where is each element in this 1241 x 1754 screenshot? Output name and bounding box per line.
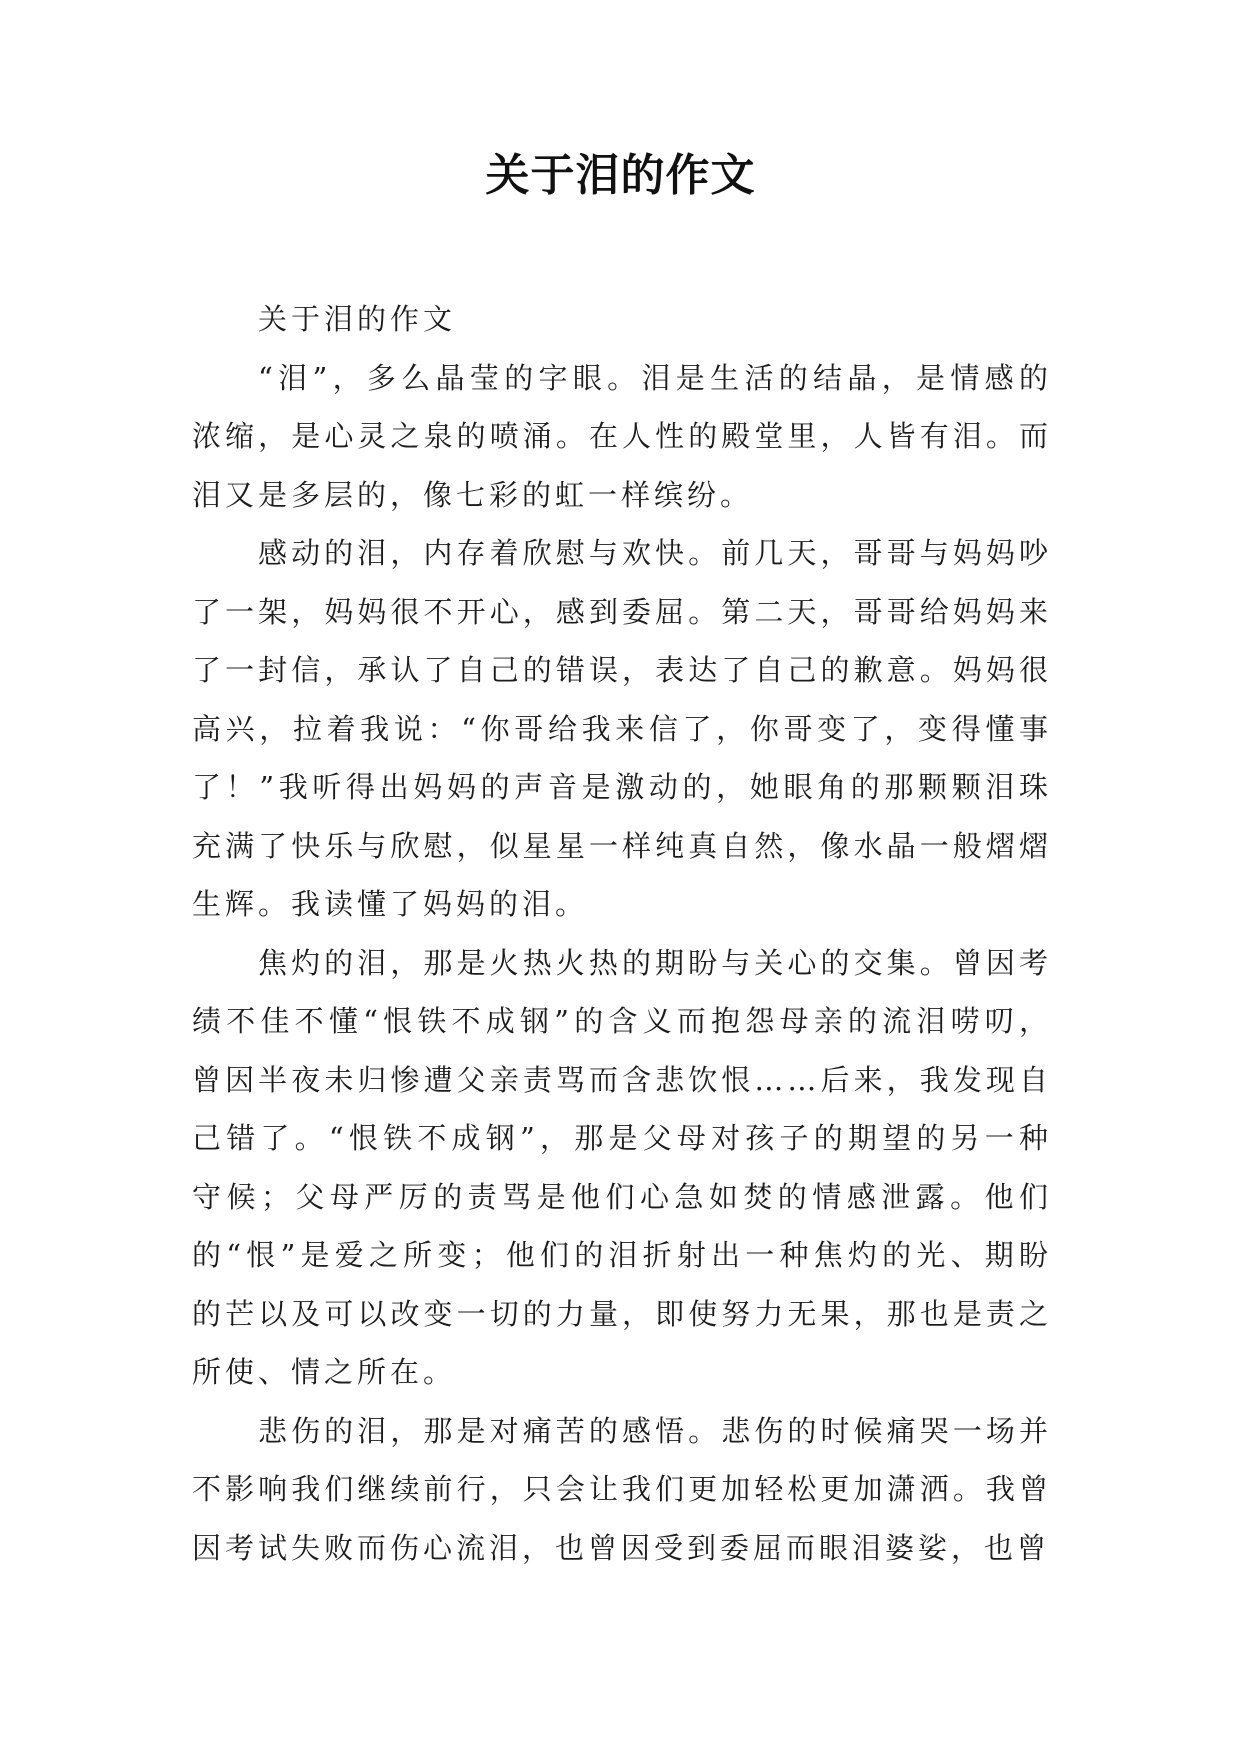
paragraph-sad-tears: 悲伤的泪，那是对痛苦的感悟。悲伤的时候痛哭一场并不影响我们继续前行，只会让我们更加轻松更加潇洒。我曾因考试失败而伤心流泪，也曾因受到委屈而眼泪婆娑，也曾 — [192, 1413, 1052, 1565]
paragraph-intro: “泪”，多么晶莹的字眼。泪是生活的结晶，是情感的浓缩，是心灵之泉的喷涌。在人性的殿堂里，人皆有泪。而泪又是多层的，像七彩的虹一样缤纷。 — [192, 360, 1052, 512]
document-title: 关于泪的作文 — [485, 150, 756, 201]
paragraph-anxious-tears: 焦灼的泪，那是火热火热的期盼与关心的交集。曾因考绩不佳不懂“恨铁不成钢”的含义而抱怨母亲的流泪唠叨，曾因半夜未归惨遭父亲责骂而含悲饮恨……后来，我发现自己错了。“恨铁不成钢”，那是父母对孩子的期望的另一种守候；父母严厉的责骂是他们心急如焚的情感泄露。他们的“恨”是爱之所变；他们的泪折射出一种焦灼的光、期盼的芒以及可以改变一切的力量，即使努力无果，那也是责之所使、情之所在。 — [192, 945, 1052, 1389]
paragraph-touching-tears: 感动的泪，内存着欣慰与欢快。前几天，哥哥与妈妈吵了一架，妈妈很不开心，感到委屈。第二天，哥哥给妈妈来了一封信，承认了自己的错误，表达了自己的歉意。妈妈很高兴，拉着我说：“你哥给我来信了，你哥变了，变得懂事了！”我听得出妈妈的声音是激动的，她眼角的那颗颗泪珠充满了快乐与欣慰，似星星一样纯真自然，像水晶一般熠熠生辉。我读懂了妈妈的泪。 — [192, 536, 1052, 921]
document-body — [192, 290, 1052, 1577]
paragraph-heading: 关于泪的作文 — [258, 302, 457, 336]
